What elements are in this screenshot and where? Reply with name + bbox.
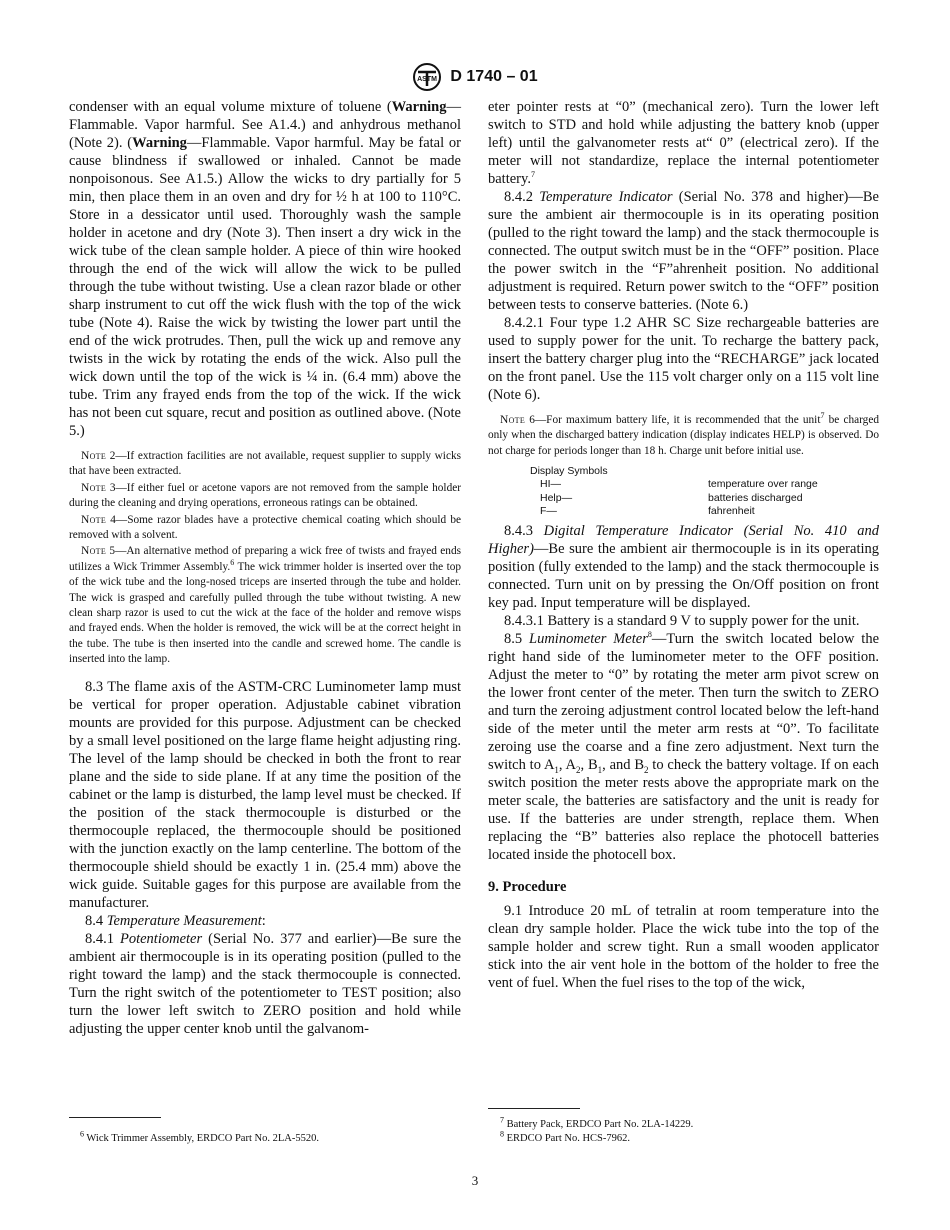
- paragraph-8-4-2-1: 8.4.2.1 Four type 1.2 AHR SC Size rechargeable batteries are used to supply power for the unit. To recharge the battery pack, insert the battery charger plug into the “RECHARGE” jack located on the front panel. Use the 115 volt charger only on a 115 volt line (Note 6).: [488, 315, 879, 403]
- display-symbol-row: F— fahrenheit: [540, 504, 755, 517]
- paragraph-8-4: 8.4 Temperature Measurement:: [85, 912, 266, 929]
- display-symbol-row: Help— batteries discharged: [540, 491, 803, 504]
- note-2: Note 2—If extraction facilities are not available, request supplier to supply wicks that have been extracted.: [69, 450, 461, 478]
- paragraph-8-5: 8.5 Luminometer Meter$^8$—Turn the switch located below the right hand side of the luminometer meter to the OFF position. Adjust the meter to “0” by rotating the meter arm pivot screw on the lower front center of the meter. Then turn the switch to ZERO and turn the zeroing adjustment control located below the left-hand side of the meter until the meter arm rests at “0”. To facilitate zeroing use the coarse and a fine zero adjustment. Next turn the switch to $A_1$, $A_2$, $B_1$, and $B_2$ to check the battery voltage. If on each switch position the meter rests above the appropriate mark on the meter scale, the batteries are satisfactory and the unit is ready for use. If the batteries are under strength, replace them. When replacing the “B” batteries also replace the photocell batteries located inside the photocell box.: [488, 630, 880, 864]
- footnote-7: $^7$ Battery Pack, ERDCO Part No. 2LA-14229.: [500, 1115, 694, 1130]
- display-symbols-title: Display Symbols: [530, 465, 608, 478]
- svg-text:ASTM: ASTM: [417, 76, 438, 83]
- note-3: Note 3—If either fuel or acetone vapors are not removed from the sample holder during the cleaning and drying operations, erroneous ratings can be obtained.: [69, 481, 461, 510]
- paragraph-8-3: 8.3 The flame axis of the ASTM-CRC Luminometer lamp must be vertical for proper operation. Adjustable cabinet vibration mounts are provided for this purpose. Adjustment can be checked by a small level positioned on the large flame height adjusting ring. The level of the lamp should be checked in both the front to rear plane and the side to side plane. If at any time the position of the cabinet or the lamp is disturbed, the lamp level must be checked. If the position of the stack thermocouple is disturbed or the thermocouple replaced, the thermocouple should be positioned with the junction exactly on the lamp centerline. The bottom of the thermocouple shield should be exactly 1 in. (25.4 mm) above the wick guide. Suitable gages for this purpose are available from the manufacturer.: [69, 678, 461, 911]
- display-symbol-row: HI— temperature over range: [540, 478, 818, 491]
- note-6: Note 6—For maximum battery life, it is recommended that the unit$^7$ be charged only when the discharged battery indication (display indicates HELP) is observed. Do not charge for periods longer than 18 h. Charge unit before initial use.: [488, 411, 879, 457]
- note-4: Note 4—Some razor blades have a protective chemical coating which should be removed with a solvent.: [69, 513, 461, 542]
- paragraph-wick-preparation: condenser with an equal volume mixture of toluene (Warning—Flammable. Vapor harmful. See A1.4.) and anhydrous methanol (Note 2). (Warning—Flammable. Vapor harmful. May be fatal or cause blindness if swallowed or inhaled. Cannot be made nonpoisonous. See A1.5.) Allow the wicks to dry partially for 5 min, then place them in an oven and dry for ½ h at 100 to 110°C. Store in a dessicator until used. Thoroughly wash the sample holder in acetone and dry (Note 3). Then insert a dry wick in the wick tube of the clean sample holder. A piece of thin wire hooked through the end of the wick will allow the wick to be pulled through the tube without twisting. Use a clean razor blade or other sharp instrument to cut off the wick flush with the top of the wick tube (Note 4). Raise the wick by twisting the lower part until the end of the wick protrudes. Then, pull the wick up and remove any twists in the wick by rotating the ends of the wick. Also pull the wick down until the top of the wick is ¼ in. (6.4 mm) above the tube. Trim any frayed ends from the top of the wick. If the wick has not been cut square, recut and position as outlined above. (Note 5.): [69, 99, 461, 439]
- page-number: 3: [471, 1173, 479, 1188]
- paragraph-8-4-2: 8.4.2 Temperature Indicator (Serial No. 378 and higher)—Be sure the ambient air thermocouple is in its operating position (pulled to the right toward the lamp) and the stack thermocouple is connected. The output switch must be in the “OFF” position. Place the power switch in the “F”ahrenheit position. No additional adjustment is required. Return power switch to the “OFF” position between tests to conserve batteries. (Note 6.): [488, 189, 879, 313]
- display-symbols-table: [530, 465, 879, 518]
- paragraph-8-4-1-continued: eter pointer rests at “0” (mechanical zero). Turn the lower left switch to STD and hold while adjusting the battery knob (upper left) until the galvanometer rests at“ 0” (electrical zero). If the meter will not standardize, replace the internal potentiometer battery.$^7$: [488, 99, 879, 187]
- section-heading-procedure: 9. Procedure: [488, 879, 567, 896]
- footnote-rule: [69, 1117, 161, 1118]
- footnote-rule: [488, 1108, 580, 1109]
- left-column: [69, 98, 461, 1038]
- standard-designation: D 1740 – 01: [450, 68, 538, 85]
- paragraph-8-4-3-1: 8.4.3.1 Battery is a standard 9 V to supply power for the unit.: [504, 613, 860, 630]
- astm-logo-icon: [412, 62, 442, 92]
- paragraph-8-4-3: 8.4.3 Digital Temperature Indicator (Serial No. 410 and Higher)—Be sure the ambient air thermocouple is in its operating position (fully extended to the lamp) and the stack thermocouple is connected. Turn unit on by pressing the On/Off position on front key pad. Input temperature will be displayed.: [488, 523, 880, 612]
- right-column: [488, 98, 879, 992]
- paragraph-8-4-1: 8.4.1 Potentiometer (Serial No. 377 and earlier)—Be sure the ambient air thermocouple is in its operating position (pulled to the right toward the lamp) and the stack thermocouple is connected. Turn the right switch of the potentiometer to TEST position; also turn the lower left switch to ZERO position and hold while adjusting the upper center knob until the galvanom-: [69, 930, 462, 1037]
- note-5: Note 5—An alternative method of preparing a wick free of twists and frayed ends utilizes a Wick Trimmer Assembly.$^6$ The wick trimmer holder is inserted over the top of the wick tube and the long-nosed triceps are inserted through the tube and holder. The wick is grasped and carefully pulled through the tube without twisting. A new clean sharp razor is used to cut the wick at the face of the holder and remove wisps and frayed ends. When the holder is removed, the wick will be at the correct height in the tube. The tube is then inserted into the candle and screwed home. The candle is inserted into the lamp.: [69, 545, 462, 666]
- footnote-8: $^8$ ERDCO Part No. HCS-7962.: [500, 1129, 631, 1144]
- paragraph-9-1: 9.1 Introduce 20 mL of tetralin at room temperature into the clean dry sample holder. Place the wick tube into the top of the sample holder and screw tight. Run a small wooden applicator stick into the air vent hole in the bottom of the holder to free the vent of fuel. When the fuel rises to the top of the wick,: [488, 903, 879, 992]
- footnote-6: $^6$ Wick Trimmer Assembly, ERDCO Part No. 2LA-5520.: [80, 1129, 319, 1144]
- page-header: [0, 62, 950, 90]
